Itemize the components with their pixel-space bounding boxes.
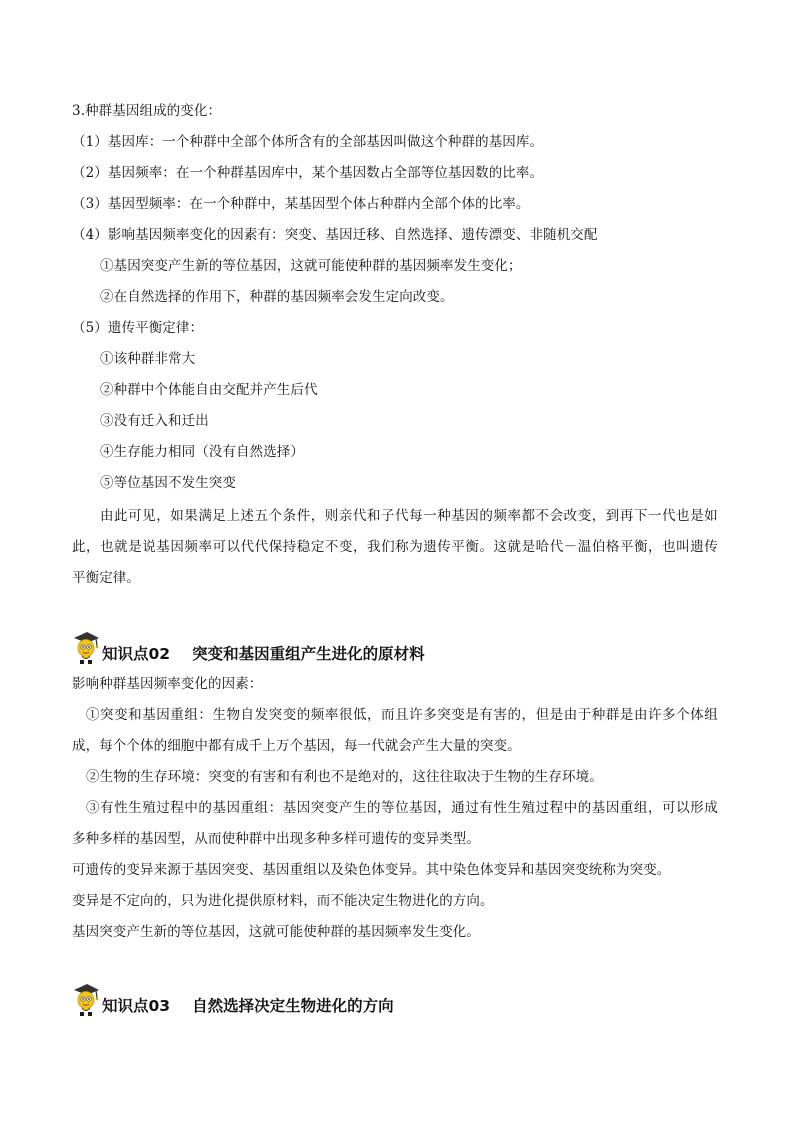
paragraph-line: 影响种群基因频率变化的因素： xyxy=(72,676,263,692)
list-item: （4）影响基因频率变化的因素有：突变、基因迁移、自然选择、遗传漂变、非随机交配 xyxy=(72,227,598,243)
sub-list-item: ③没有迁入和迁出 xyxy=(100,413,209,429)
paragraph-line: 此，也就是说基因频率可以代代保持稳定不变，我们称为遗传平衡。这就是哈代－温伯格平衡，也叫遗传 xyxy=(72,539,719,555)
paragraph-line: ①突变和基因重组：生物自发突变的频率很低，而且许多突变是有害的，但是由于种群是由许多个体组 xyxy=(86,707,719,723)
section-heading xyxy=(72,626,425,666)
list-item: （3）基因型频率：在一个种群中，某基因型个体占种群内全部个体的比率。 xyxy=(72,196,530,212)
paragraph-line: 变异是不定向的，只为进化提供原材料，而不能决定生物进化的方向。 xyxy=(72,893,494,909)
section-title: 3.种群基因组成的变化： xyxy=(72,103,222,119)
paragraph-line: 基因突变产生新的等位基因，这就可能使种群的基因频率发生变化。 xyxy=(72,924,480,940)
student-graduation-cap-icon xyxy=(72,980,100,1018)
sub-list-item: ②在自然选择的作用下，种群的基因频率会发生定向改变。 xyxy=(100,289,454,305)
sub-list-item: ⑤等位基因不发生突变 xyxy=(100,475,236,491)
student-graduation-cap-icon xyxy=(72,628,100,666)
paragraph-line: 平衡定律。 xyxy=(72,570,140,586)
section-heading xyxy=(72,978,394,1018)
heading-text: 自然选择决定生物进化的方向 xyxy=(192,997,394,1015)
heading-title xyxy=(102,996,394,1018)
paragraph-line: ③有性生殖过程中的基因重组：基因突变产生的等位基因，通过有性生殖过程中的基因重组，可以形成 xyxy=(86,800,719,816)
list-item: （5）遗传平衡定律： xyxy=(72,320,204,336)
sub-list-item: ①该种群非常大 xyxy=(100,351,196,367)
paragraph-line: 由此可见，如果满足上述五个条件，则亲代和子代每一种基因的频率都不会改变，到再下一代也是如 xyxy=(100,508,719,524)
paragraph-line: 多种多样的基因型，从而使种群中出现多种多样可遗传的变异类型。 xyxy=(72,831,480,847)
sub-list-item: ④生存能力相同（没有自然选择） xyxy=(100,444,304,460)
paragraph-line: 可遗传的变异来源于基因突变、基因重组以及染色体变异。其中染色体变异和基因突变统称为突变。 xyxy=(72,862,671,878)
heading-label: 知识点02 xyxy=(102,645,171,663)
sub-list-item: ②种群中个体能自由交配并产生后代 xyxy=(100,382,318,398)
list-item: （2）基因频率：在一个种群基因库中，某个基因数占全部等位基因数的比率。 xyxy=(72,165,544,181)
heading-title xyxy=(102,644,425,666)
paragraph-line: 成，每个个体的细胞中都有成千上万个基因，每一代就会产生大量的突变。 xyxy=(72,738,521,754)
list-item: （1）基因库：一个种群中全部个体所含有的全部基因叫做这个种群的基因库。 xyxy=(72,134,544,150)
heading-label: 知识点03 xyxy=(102,997,171,1015)
sub-list-item: ①基因突变产生新的等位基因，这就可能使种群的基因频率发生变化； xyxy=(100,258,522,274)
heading-text: 突变和基因重组产生进化的原材料 xyxy=(192,645,425,663)
paragraph-line: ②生物的生存环境：突变的有害和有利也不是绝对的，这往往取决于生物的生存环境。 xyxy=(86,769,603,785)
